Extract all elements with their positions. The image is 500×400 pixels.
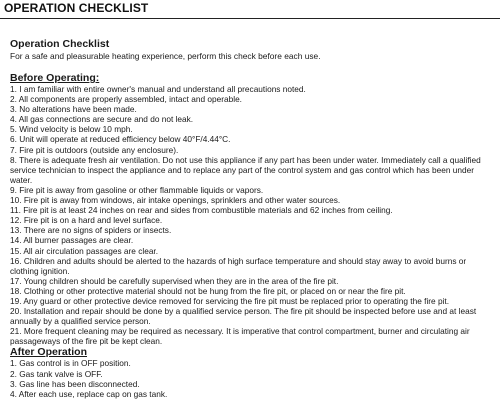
intro-text: For a safe and pleasurable heating experience, perform this check before each use. (10, 51, 321, 61)
checklist-item: 1. Gas control is in OFF position. (10, 358, 131, 369)
header-divider (0, 18, 500, 19)
after-operation-list (10, 358, 494, 398)
checklist-item: 3. Gas line has been disconnected. (10, 378, 140, 389)
after-operation-heading: After Operation (10, 346, 88, 359)
checklist-item: 17. Young children should be carefully supervised when they are in the area of the fire pit. (10, 275, 339, 286)
checklist-item: 10. Fire pit is away from windows, air intake openings, sprinklers and other water sources. (10, 195, 341, 206)
checklist-item: 11. Fire pit is at least 24 inches on rear and sides from combustible materials and 62 inches from ceiling. (10, 205, 393, 216)
checklist-item: 19. Any guard or other protective device removed for servicing the fire pit must be replaced prior to operating the fire pit. (10, 295, 450, 306)
checklist-item: 4. After each use, replace cap on gas tank. (10, 388, 168, 399)
checklist-item: 15. All air circulation passages are clear. (10, 245, 159, 256)
checklist-item: 2. Gas tank valve is OFF. (10, 368, 103, 379)
checklist-item: 16. Children and adults should be alerted to the hazards of high surface temperature and should stay away to avoid burns or clothing ignition. (10, 255, 467, 276)
checklist-item: 4. All gas connections are secure and do not leak. (10, 114, 194, 125)
checklist-content (10, 38, 494, 399)
checklist-item: 1. I am familiar with entire owner's manual and understand all precautions noted. (10, 84, 306, 94)
checklist-item: 9. Fire pit is away from gasoline or other flammable liquids or vapors. (10, 184, 264, 195)
checklist-item: 5. Wind velocity is below 10 mph. (10, 124, 133, 135)
checklist-item: 18. Clothing or other protective material should not be hung from the fire pit, or placed on or near the fire pit. (10, 285, 406, 296)
checklist-item: 12. Fire pit is on a hard and level surface. (10, 215, 163, 226)
before-operating-list (10, 84, 494, 346)
checklist-item: 14. All burner passages are clear. (10, 235, 134, 246)
checklist-item: 21. More frequent cleaning may be required as necessary. It is imperative that control compartment, burner and circulating air passageways of the fire pit be kept clean. (10, 326, 470, 347)
checklist-item: 20. Installation and repair should be done by a qualified service person. The fire pit should be inspected before use and at least annually by a qualified service person. (10, 306, 477, 327)
page-title: OPERATION CHECKLIST (4, 1, 149, 15)
before-operating-heading: Before Operating: (10, 72, 100, 84)
checklist-item: 8. There is adequate fresh air ventilation. Do not use this appliance if any part has been under water. Immediately call a qualified service technician to inspect the appliance and to replace any part of the control system and gas control which has been under water. (10, 154, 481, 185)
checklist-item: 3. No alterations have been made. (10, 104, 137, 115)
header-bar (0, 0, 500, 20)
checklist-item: 7. Fire pit is outdoors (outside any enclosure). (10, 144, 179, 155)
document-title: Operation Checklist (10, 38, 110, 50)
checklist-item: 6. Unit will operate at reduced efficiency below 40°F/4.44°C. (10, 134, 231, 145)
checklist-item: 2. All components are properly assembled, intact and operable. (10, 94, 242, 105)
checklist-item: 13. There are no signs of spiders or insects. (10, 225, 172, 236)
